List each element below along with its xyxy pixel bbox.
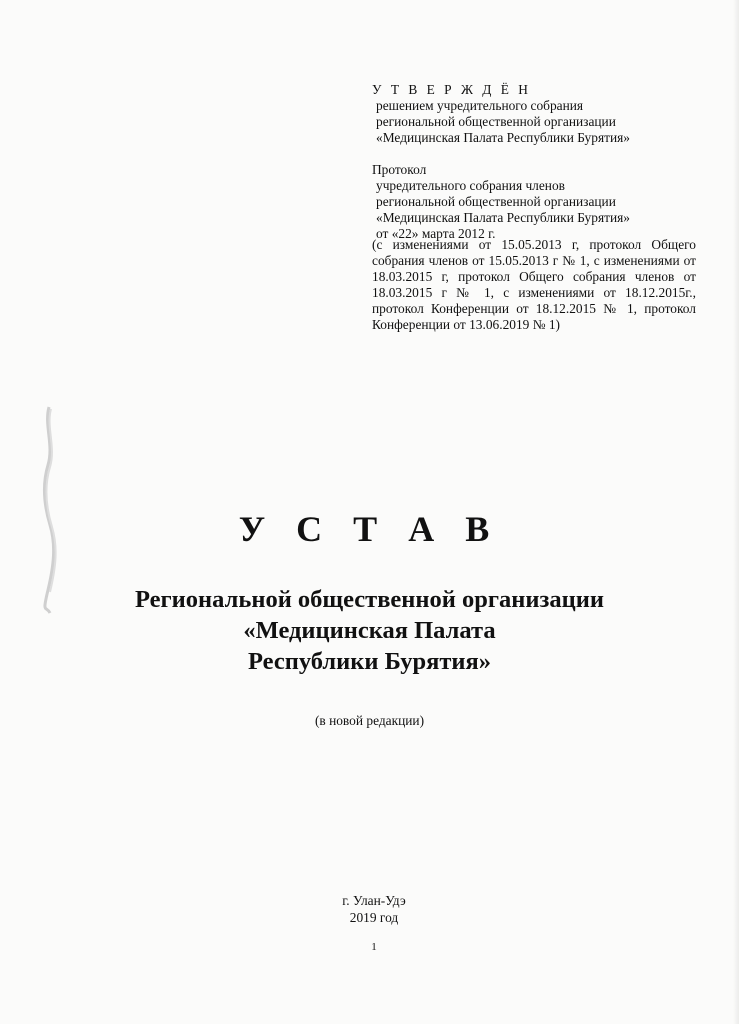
edition-note: (в новой редакции) [314, 713, 425, 728]
approval-line: «Медицинская Палата Республики Бурятия» [376, 130, 630, 145]
page-number: 1 [371, 941, 377, 953]
document-footer [334, 892, 414, 926]
approval-line: решением учредительного собрания [376, 98, 584, 113]
approval-heading: У Т В Е Р Ж Д Ё Н [372, 82, 531, 97]
organization-name-line: «Медицинская Палата [243, 617, 496, 644]
protocol-line: «Медицинская Палата Республики Бурятия» [376, 210, 630, 225]
footer-year: 2019 год [349, 910, 399, 925]
organization-name-line: Региональной общественной организации [135, 586, 604, 613]
protocol-line: учредительного собрания членов [376, 178, 565, 193]
protocol-line: региональной общественной организации [376, 194, 616, 209]
amendments-note: (с изменениями от 15.05.2013 г, протокол Общего собрания членов от 15.05.2013 г № 1, с изменениями от 18.03.2015 г, протокол Общего собрания членов от 18.03.2015 г № 1, с изменениями от 18.12.2015г., протокол Конференции от 18.12.2015 № 1, протокол Конференции от 13.06.2019 № 1) [372, 237, 696, 332]
document-title: У С Т А В [238, 509, 501, 549]
organization-name-line: Республики Бурятия» [248, 648, 491, 675]
protocol-date: от «22» марта 2012 г. [376, 226, 496, 241]
protocol-label: Протокол [372, 162, 427, 177]
footer-city: г. Улан-Удэ [342, 893, 406, 908]
approval-block [372, 82, 696, 242]
approval-line: региональной общественной организации [376, 114, 616, 129]
organization-name [0, 584, 739, 677]
